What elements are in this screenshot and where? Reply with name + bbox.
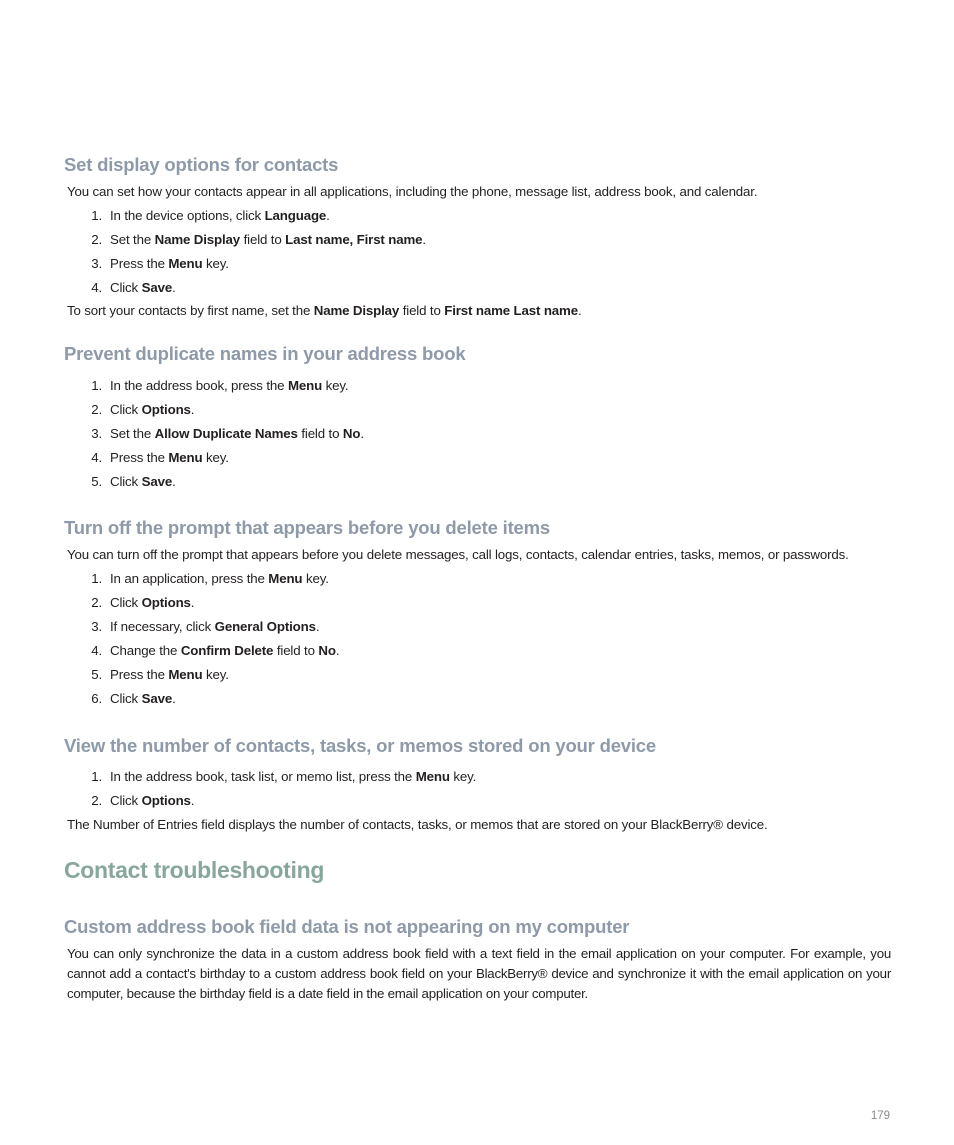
body-custom-field-data: You can only synchronize the data in a custom address book field with a text field in the email application on your computer. For example, you cannot add a contact's birthday to a custom address book field on your BlackBerry® device and synchronize it with the email application on your computer, because the birthday field is a date field in the email application on your computer. <box>67 946 891 1001</box>
step: 3. Set the Allow Duplicate Names field to No. <box>91 426 364 441</box>
step: 2. Click Options. <box>91 595 195 610</box>
heading-set-display-options: Set display options for contacts <box>64 154 339 175</box>
step: 2. Set the Name Display field to Last name, First name. <box>91 232 426 247</box>
heading-view-number-stored: View the number of contacts, tasks, or memos stored on your device <box>64 735 656 756</box>
step: 2. Click Options. <box>91 793 195 808</box>
step: 6. Click Save. <box>91 691 176 706</box>
steps-set-display-options <box>0 204 426 300</box>
step: 3. If necessary, click General Options. <box>91 619 320 634</box>
step: 4. Change the Confirm Delete field to No. <box>91 643 340 658</box>
note-sort-contacts: To sort your contacts by first name, set the Name Display field to First name Last name. <box>67 303 582 318</box>
intro-set-display-options: You can set how your contacts appear in all applications, including the phone, message list, address book, and calendar. <box>67 184 758 199</box>
note-number-of-entries: The Number of Entries field displays the number of contacts, tasks, or memos that are stored on your BlackBerry® device. <box>67 817 768 832</box>
heading-turn-off-prompt: Turn off the prompt that appears before you delete items <box>64 517 550 538</box>
step: 5. Click Save. <box>91 474 176 489</box>
step: 3. Press the Menu key. <box>91 256 229 271</box>
steps-turn-off-prompt <box>0 567 339 711</box>
step: 1. In an application, press the Menu key. <box>91 571 329 586</box>
intro-turn-off-prompt: You can turn off the prompt that appears before you delete messages, call logs, contacts, calendar entries, tasks, memos, or passwords. <box>67 547 849 562</box>
step: 1. In the address book, press the Menu key. <box>91 378 349 393</box>
step: 4. Press the Menu key. <box>91 450 229 465</box>
steps-prevent-duplicates <box>0 374 364 494</box>
page-number: 179 <box>870 1110 890 1122</box>
steps-view-number-stored <box>0 765 476 813</box>
heading-contact-troubleshooting: Contact troubleshooting <box>64 857 325 883</box>
step: 2. Click Options. <box>91 402 195 417</box>
heading-custom-field-data: Custom address book field data is not appearing on my computer <box>64 916 630 937</box>
heading-prevent-duplicates: Prevent duplicate names in your address book <box>64 343 466 364</box>
step: 1. In the address book, task list, or memo list, press the Menu key. <box>91 769 477 784</box>
step: 5. Press the Menu key. <box>91 667 229 682</box>
step: 1. In the device options, click Language. <box>91 208 330 223</box>
step: 4. Click Save. <box>91 280 176 295</box>
